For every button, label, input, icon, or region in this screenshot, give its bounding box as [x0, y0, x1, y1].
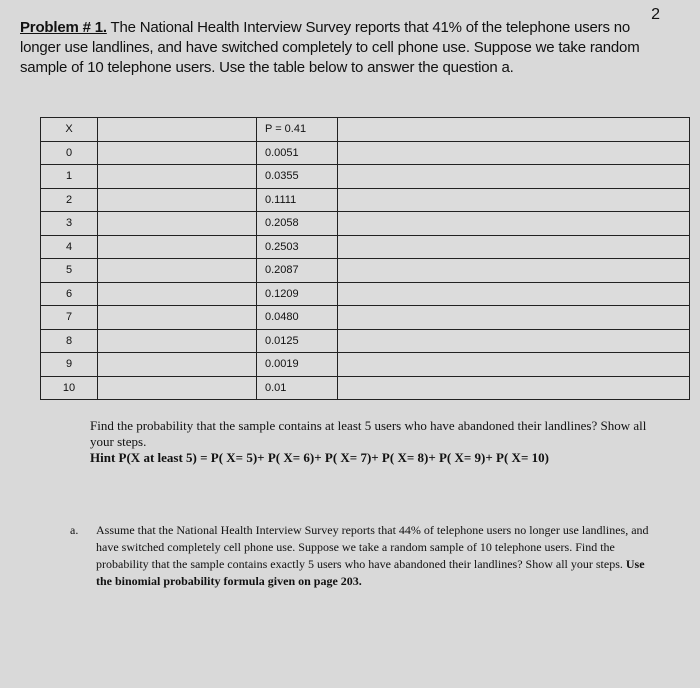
table-cell-p: 0.1111	[257, 188, 338, 212]
table-cell-x: 10	[41, 376, 98, 400]
table-row	[41, 212, 690, 236]
header-x: X	[41, 118, 98, 142]
problem-statement	[20, 18, 660, 78]
table-cell-p: 0.2503	[257, 235, 338, 259]
table-row	[41, 376, 690, 400]
table-row	[41, 306, 690, 330]
table-cell-spacer	[98, 188, 257, 212]
table-cell-empty	[338, 306, 690, 330]
problem-label: Problem # 1.	[20, 19, 107, 36]
table-cell-p: 0.01	[257, 376, 338, 400]
table-cell-empty	[338, 259, 690, 283]
table-cell-x: 4	[41, 235, 98, 259]
part-a-body	[96, 522, 650, 590]
table-cell-p: 0.0019	[257, 353, 338, 377]
find-text: Find the probability that the sample contains at least 5 users who have abandoned their landlines? Show all your steps.	[90, 418, 647, 449]
table-cell-x: 6	[41, 282, 98, 306]
find-question	[90, 418, 650, 466]
table-cell-spacer	[98, 329, 257, 353]
table-row	[41, 259, 690, 283]
part-a-bold-text: Use the binomial probability formula given on page 203.	[96, 557, 645, 588]
table-cell-empty	[338, 212, 690, 236]
table-cell-x: 7	[41, 306, 98, 330]
table-cell-empty	[338, 141, 690, 165]
table-cell-x: 8	[41, 329, 98, 353]
table-cell-p: 0.2087	[257, 259, 338, 283]
table-cell-empty	[338, 353, 690, 377]
part-a-label: a.	[70, 523, 79, 537]
table-cell-spacer	[98, 376, 257, 400]
table-cell-spacer	[98, 259, 257, 283]
table-cell-x: 9	[41, 353, 98, 377]
table-cell-empty	[338, 165, 690, 189]
table-cell-spacer	[98, 118, 257, 142]
problem-text: The National Health Interview Survey reports that 41% of the telephone users no longer use landlines, and have switched completely to cell phone use. Suppose we take random sample of 10 telephone users. Use the table below to answer the question a.	[20, 19, 640, 76]
table-row	[41, 188, 690, 212]
table-cell-p: 0.2058	[257, 212, 338, 236]
table-row	[41, 235, 690, 259]
table-cell-empty	[338, 282, 690, 306]
table-row	[41, 353, 690, 377]
table-cell-p: 0.0125	[257, 329, 338, 353]
table-cell-spacer	[98, 141, 257, 165]
table-header-row	[41, 118, 690, 142]
table-cell-empty	[338, 376, 690, 400]
table-cell-spacer	[98, 353, 257, 377]
header-p: P = 0.41	[257, 118, 338, 142]
table-row	[41, 282, 690, 306]
table-cell-empty	[338, 329, 690, 353]
table-cell-p: 0.1209	[257, 282, 338, 306]
table-cell-spacer	[98, 282, 257, 306]
table-row	[41, 165, 690, 189]
hint-text: Hint P(X at least 5) = P( X= 5)+ P( X= 6)+ P( X= 7)+ P( X= 8)+ P( X= 9)+ P( X= 10)	[90, 450, 549, 465]
probability-table	[40, 117, 690, 400]
table-cell-empty	[338, 118, 690, 142]
table-cell-spacer	[98, 306, 257, 330]
table-cell-p: 0.0355	[257, 165, 338, 189]
table-cell-spacer	[98, 165, 257, 189]
part-a-text: Assume that the National Health Interview Survey reports that 44% of telephone users no longer use landlines, and have switched completely cell phone use. Suppose we take a random sample of 10 telephone users. Find the probability that the sample contains exactly 5 users who have abandoned their landlines? Show all your steps.	[96, 523, 649, 571]
table-row	[41, 141, 690, 165]
table-cell-spacer	[98, 235, 257, 259]
table-cell-p: 0.0051	[257, 141, 338, 165]
table-row	[41, 329, 690, 353]
part-a	[70, 522, 650, 590]
table-cell-x: 1	[41, 165, 98, 189]
page-number: 2	[651, 6, 660, 23]
table-cell-x: 5	[41, 259, 98, 283]
table-cell-empty	[338, 188, 690, 212]
table-cell-spacer	[98, 212, 257, 236]
table-cell-x: 2	[41, 188, 98, 212]
table-cell-p: 0.0480	[257, 306, 338, 330]
table-cell-empty	[338, 235, 690, 259]
table-cell-x: 3	[41, 212, 98, 236]
table-cell-x: 0	[41, 141, 98, 165]
